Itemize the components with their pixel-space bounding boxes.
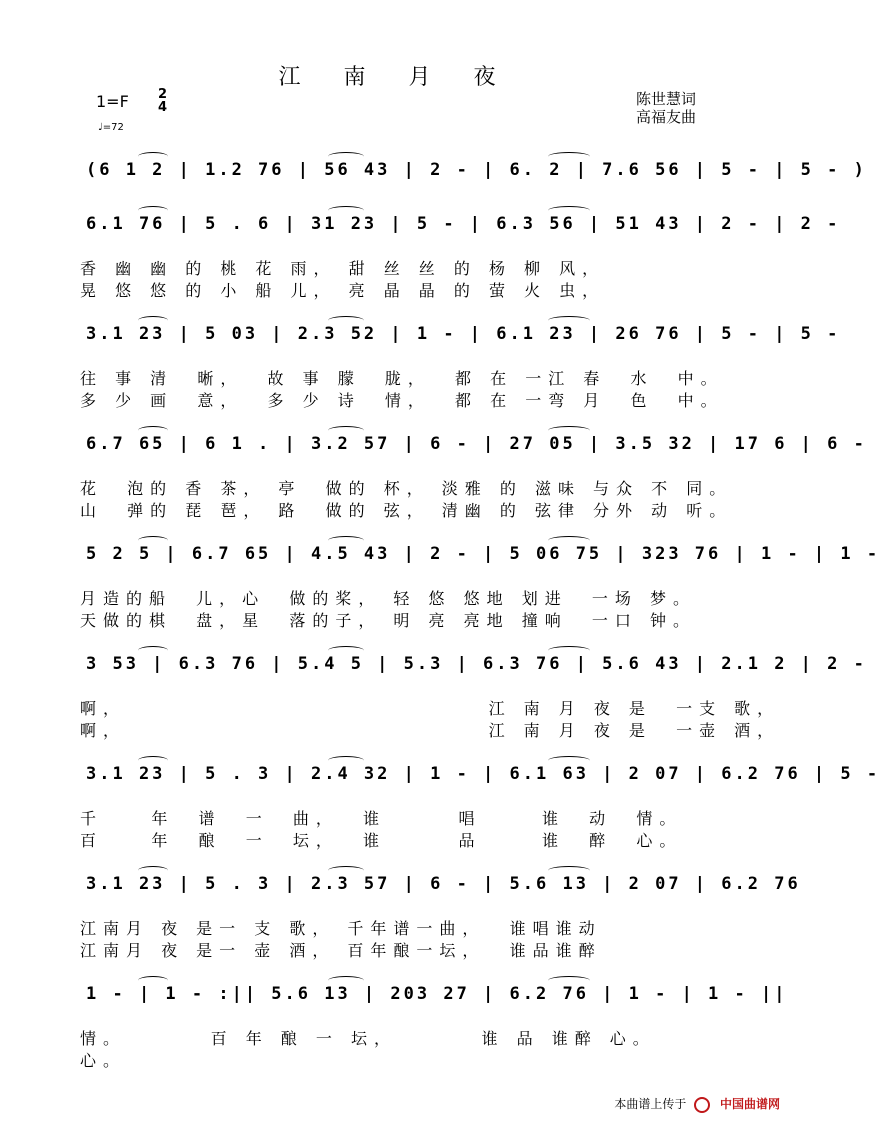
footer-brand: 中国曲谱网 bbox=[719, 1097, 780, 1111]
slur-mark bbox=[548, 206, 590, 215]
lyric-line: 天做的棋 盘，星 落的子， 明 亮 亮地 撞响 一口 钟。 bbox=[80, 611, 696, 630]
staff-line bbox=[78, 760, 880, 794]
note-sequence: (6 1 2 | 1.2 76 | 56 43 | 2 - | 6. 2 | 7.6 56 | 5 - | 5 - ) bbox=[86, 160, 867, 180]
song-title: 江 南 月 夜 bbox=[278, 65, 514, 90]
lyric-line: 花 泡的 香 茶， 亭 做的 杯， 淡雅 的 滋味 与众 不 同。 bbox=[80, 479, 733, 498]
slur-mark bbox=[138, 976, 168, 985]
slur-mark bbox=[328, 426, 364, 435]
slur-mark bbox=[548, 536, 590, 545]
time-signature bbox=[158, 88, 167, 114]
staff-line bbox=[78, 156, 867, 190]
lyric-line: 啊， 江 南 月 夜 是 一壶 酒， bbox=[80, 721, 781, 740]
note-sequence: 3.1 23 | 5 . 3 | 2.3 57 | 6 - | 5.6 13 | 2 07 | 6.2 76 bbox=[86, 874, 801, 894]
staff-line bbox=[78, 210, 841, 244]
lyric-line: 啊， 江 南 月 夜 是 一支 歌， bbox=[80, 699, 781, 718]
slur-mark bbox=[328, 866, 364, 875]
note-sequence: 3.1 23 | 5 . 3 | 2.4 32 | 1 - | 6.1 63 | 2 07 | 6.2 76 | 5 - bbox=[86, 764, 880, 784]
slur-mark bbox=[328, 316, 364, 325]
slur-mark bbox=[138, 866, 168, 875]
site-logo-icon bbox=[694, 1097, 710, 1113]
slur-mark bbox=[138, 536, 168, 545]
staff-line bbox=[78, 650, 867, 684]
lyric-line: 月造的船 儿，心 做的桨， 轻 悠 悠地 划进 一场 梦。 bbox=[80, 589, 696, 608]
staff-line bbox=[78, 980, 788, 1014]
note-sequence: 6.7 65 | 6 1 . | 3.2 57 | 6 - | 27 05 | 3.5 32 | 17 6 | 6 - bbox=[86, 434, 867, 454]
note-sequence: 3.1 23 | 5 03 | 2.3 52 | 1 - | 6.1 23 | 26 76 | 5 - | 5 - bbox=[86, 324, 841, 344]
lyric-line: 往 事 清 晰， 故 事 朦 胧， 都 在 一江 春 水 中。 bbox=[80, 369, 724, 388]
slur-mark bbox=[138, 426, 168, 435]
staff-line bbox=[78, 870, 801, 904]
slur-mark bbox=[328, 976, 364, 985]
tempo-marking: ♩=72 bbox=[98, 122, 124, 133]
staff-line bbox=[78, 320, 841, 354]
meter-top: 2 bbox=[158, 87, 168, 102]
lyric-line: 晃 悠 悠 的 小 船 儿， 亮 晶 晶 的 萤 火 虫， bbox=[80, 281, 606, 300]
slur-mark bbox=[328, 206, 364, 215]
slur-mark bbox=[138, 756, 168, 765]
slur-mark bbox=[548, 756, 590, 765]
staff-line bbox=[78, 430, 867, 464]
note-sequence: 1 - | 1 - :|| 5.6 13 | 203 27 | 6.2 76 | 1 - | 1 - || bbox=[86, 984, 788, 1004]
lyric-line: 江南月 夜 是一 支 歌， 千年谱一曲， 谁唱谁动 bbox=[80, 919, 602, 938]
slur-mark bbox=[548, 866, 590, 875]
note-sequence: 6.1 76 | 5 . 6 | 31 23 | 5 - | 6.3 56 | 51 43 | 2 - | 2 - bbox=[86, 214, 841, 234]
key-signature: 1=F bbox=[96, 92, 129, 111]
slur-mark bbox=[328, 646, 364, 655]
slur-mark bbox=[138, 206, 168, 215]
note-sequence: 5 2 5 | 6.7 65 | 4.5 43 | 2 - | 5 06 75 | 323 76 | 1 - | 1 - bbox=[86, 544, 880, 564]
staff-line bbox=[78, 540, 880, 574]
lyric-line: 百 年 酿 一 坛， 谁 品 谁 醉 心。 bbox=[80, 831, 683, 850]
lyric-line: 心。 bbox=[80, 1051, 127, 1070]
slur-mark bbox=[548, 646, 590, 655]
slur-mark bbox=[548, 426, 590, 435]
lyric-line: 江南月 夜 是一 壶 酒， 百年酿一坛， 谁品谁醉 bbox=[80, 941, 602, 960]
note-sequence: 3 53 | 6.3 76 | 5.4 5 | 5.3 | 6.3 76 | 5.6 43 | 2.1 2 | 2 - bbox=[86, 654, 867, 674]
composer: 高福友曲 bbox=[636, 108, 697, 126]
slur-mark bbox=[328, 152, 364, 161]
slur-mark bbox=[138, 316, 168, 325]
footer-credit bbox=[614, 1095, 780, 1113]
slur-mark bbox=[138, 152, 168, 161]
lyricist: 陈世慧词 bbox=[636, 90, 697, 108]
meter-bottom: 4 bbox=[158, 100, 168, 115]
slur-mark bbox=[328, 536, 364, 545]
lyric-line: 情。 百 年 酿 一 坛， 谁 品 谁醉 心。 bbox=[80, 1029, 656, 1048]
slur-mark bbox=[548, 976, 590, 985]
lyric-line: 山 弹的 琵 琶， 路 做的 弦， 清幽 的 弦律 分外 动 听。 bbox=[80, 501, 733, 520]
footer-text: 本曲谱上传于 bbox=[614, 1097, 687, 1111]
slur-mark bbox=[548, 152, 590, 161]
lyric-line: 千 年 谱 一 曲， 谁 唱 谁 动 情。 bbox=[80, 809, 683, 828]
slur-mark bbox=[548, 316, 590, 325]
lyric-line: 香 幽 幽 的 桃 花 雨， 甜 丝 丝 的 杨 柳 风， bbox=[80, 259, 606, 278]
slur-mark bbox=[328, 756, 364, 765]
lyric-line: 多 少 画 意， 多 少 诗 情， 都 在 一弯 月 色 中。 bbox=[80, 391, 724, 410]
slur-mark bbox=[138, 646, 168, 655]
